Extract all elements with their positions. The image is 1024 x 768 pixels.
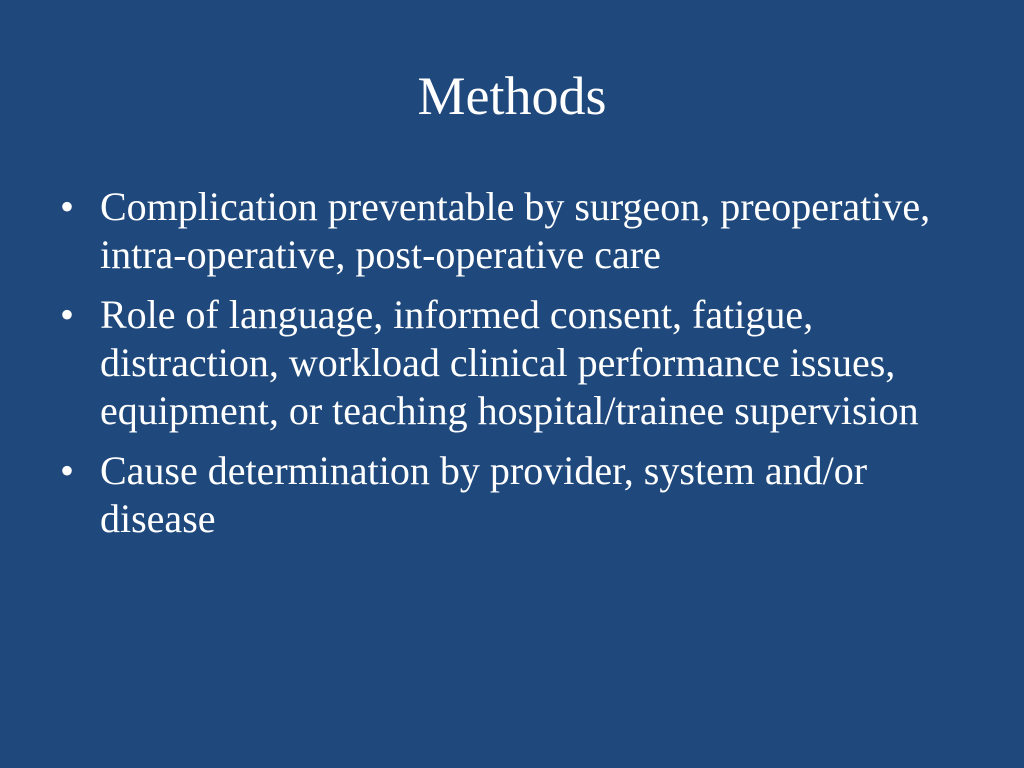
bullet-item: [60, 291, 960, 435]
bullet-text: Cause determination by provider, system and/or disease: [100, 448, 868, 541]
bullet-text: Complication preventable by surgeon, preoperative, intra-operative, post-operative care: [100, 184, 931, 277]
slide-title: Methods: [417, 66, 607, 126]
bullet-list: [60, 183, 960, 555]
bullet-item: [60, 183, 960, 279]
bullet-icon: •: [60, 448, 75, 493]
bullet-icon: •: [60, 184, 75, 229]
bullet-icon: •: [60, 292, 75, 337]
bullet-item: [60, 447, 960, 543]
bullet-text: Role of language, informed consent, fatigue, distraction, workload clinical performance issues, equipment, or teaching hospital/trainee supervision: [100, 292, 919, 433]
